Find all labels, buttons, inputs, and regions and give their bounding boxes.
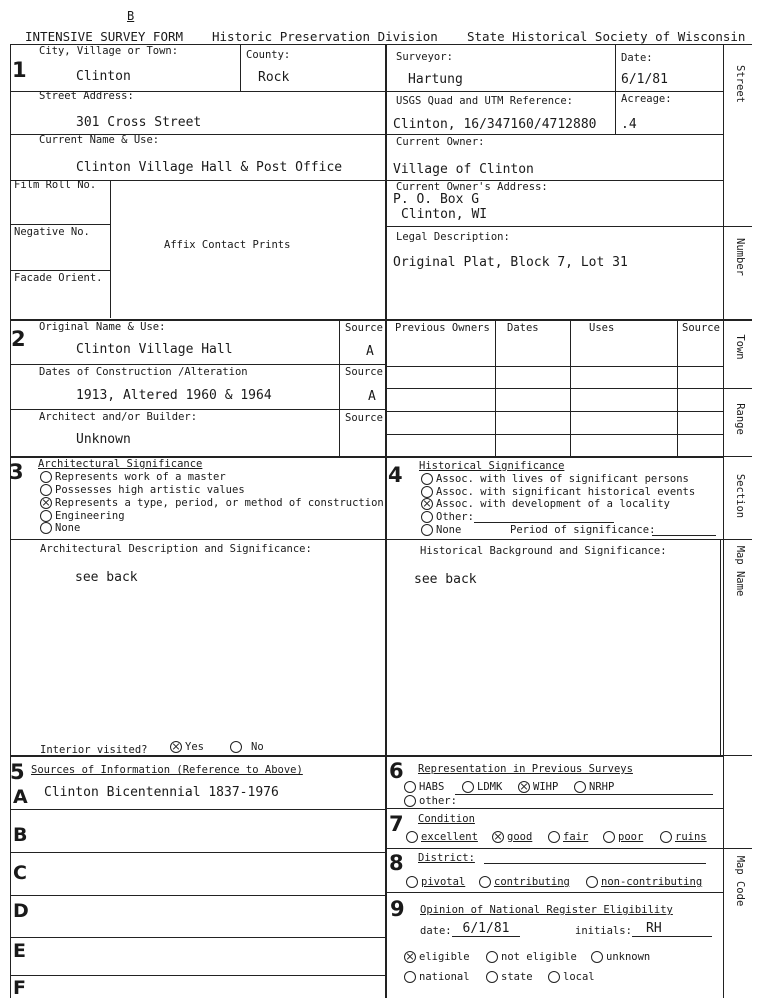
option-label: not eligible [501,951,577,963]
source-label-2: Source [345,366,383,378]
checked-checkbox-icon [518,781,530,793]
checkbox-icon [406,876,418,888]
source-letter-b: B [13,824,28,846]
street-label: Street Address: [39,90,134,102]
facade-label: Facade Orient. [14,272,103,284]
architect-label: Architect and/or Builder: [39,411,198,423]
option-label: Engineering [55,510,125,522]
source-letter-c: C [13,862,27,884]
owners-uses-header: Uses [589,322,615,334]
survey-option-wihp[interactable] [518,781,558,793]
society-name: State Historical Society of Wisconsin [467,29,746,44]
option-label: Represents a type, period, or method of construction [55,497,384,509]
option-label: LDMK [477,781,503,793]
side-label-map-code: Map Code [734,855,746,907]
option-label: ruins [675,831,707,843]
eligibility-option-state[interactable] [486,971,533,983]
checked-checkbox-icon [492,831,504,843]
acreage-label: Acreage: [621,93,672,105]
hist-option-events[interactable] [421,486,695,498]
section-number-8: 8 [389,851,404,875]
dates-label: Dates of Construction /Alteration [39,366,248,378]
arch-option-artistic[interactable] [40,484,245,496]
checkbox-icon [40,471,52,483]
option-label: unknown [606,951,651,963]
option-label: HABS [419,781,445,793]
negative-label: Negative No. [14,226,90,238]
period-label: Period of significance: [510,524,656,536]
checkbox-icon [548,831,560,843]
owner-address-line-2: Clinton, WI [401,207,488,222]
survey-option-habs[interactable] [404,781,444,793]
checkbox-icon [40,510,52,522]
survey-option-nrhp[interactable] [574,781,614,793]
source-a-value: Clinton Bicentennial 1837-1976 [44,785,279,800]
option-label: national [419,971,470,983]
county-label: County: [246,49,291,61]
arch-option-type[interactable] [40,497,384,509]
hist-background-value: see back [414,572,477,587]
survey-other-fill-line [455,794,713,795]
affix-prints-label: Affix Contact Prints [164,239,291,251]
checkbox-icon [486,951,498,963]
option-label: Other: [436,511,474,523]
checkbox-icon [421,473,433,485]
checkbox-icon [421,486,433,498]
district-option-contributing[interactable] [479,876,570,888]
district-fill-line [484,863,706,864]
dates-source: A [368,389,376,404]
date-label: Date: [621,52,653,64]
interior-visited-label: Interior visited? [40,744,148,756]
option-label: None [55,522,81,534]
option-label: Assoc. with development of a locality [436,498,670,510]
source-label-3: Source [345,412,383,424]
county-value: Rock [258,70,290,85]
district-option-pivotal[interactable] [406,876,465,888]
section-number-7: 7 [389,812,404,836]
checkbox-icon [660,831,672,843]
legal-label: Legal Description: [396,231,510,243]
owners-source-header: Source [682,322,720,334]
arch-description-value: see back [75,570,138,585]
surveys-title: Representation in Previous Surveys [418,763,633,775]
option-label: No [251,741,264,753]
checkbox-icon [406,831,418,843]
option-label: fair [563,831,589,843]
eligibility-title: Opinion of National Register Eligibility [420,904,673,916]
option-label: local [563,971,595,983]
option-label: Possesses high artistic values [55,484,245,496]
hist-significance-title: Historical Significance [419,460,565,472]
option-label: Represents work of a master [55,471,226,483]
district-option-non-contributing[interactable] [586,876,702,888]
eligibility-option-national[interactable] [404,971,470,983]
checkbox-icon [230,741,242,753]
form-title: INTENSIVE SURVEY FORM [25,29,184,44]
original-name-value: Clinton Village Hall [76,342,233,357]
eligibility-option-local[interactable] [548,971,595,983]
option-label: eligible [419,951,470,963]
option-label: WIHP [533,781,559,793]
owner-label: Current Owner: [396,136,485,148]
surveyor-label: Surveyor: [396,51,453,63]
checkbox-icon [404,781,416,793]
checkbox-icon [486,971,498,983]
side-label-street: Street [734,65,746,103]
section-number-6: 6 [389,759,404,783]
condition-title: Condition [418,813,475,825]
owner-address-label: Current Owner's Address: [396,181,548,193]
side-label-number: Number [734,238,746,276]
period-fill-line [652,535,716,536]
condition-option-ruins[interactable] [660,831,707,843]
option-label: state [501,971,533,983]
side-label-range: Range [734,403,746,435]
architect-value: Unknown [76,432,131,447]
checked-checkbox-icon [404,951,416,963]
checkbox-icon [421,511,433,523]
arch-option-master[interactable] [40,471,226,483]
condition-option-poor[interactable] [603,831,643,843]
dates-value: 1913, Altered 1960 & 1964 [76,388,272,403]
source-letter-d: D [13,900,29,922]
division-name: Historic Preservation Division [212,29,438,44]
section-number-5: 5 [10,760,25,784]
section-number-9: 9 [390,897,405,921]
checkbox-icon [462,781,474,793]
eligibility-initials-value: RH [632,921,712,937]
option-label: Assoc. with lives of significant persons [436,473,689,485]
option-label: pivotal [421,876,466,888]
original-name-source: A [366,344,374,359]
source-label-1: Source [345,322,383,334]
surveyor-value: Hartung [408,72,463,87]
copy-letter: B [127,9,135,23]
usgs-value: Clinton, 16/347160/4712880 [393,117,597,132]
legal-value: Original Plat, Block 7, Lot 31 [393,255,628,270]
sources-title: Sources of Information (Reference to Above) [31,764,303,776]
option-label: Yes [185,741,204,753]
owners-dates-header: Dates [507,322,539,334]
hist-option-persons[interactable] [421,473,689,485]
date-value: 6/1/81 [621,72,668,87]
previous-owners-header: Previous Owners [395,322,490,334]
owner-address-line-1: P. O. Box G [393,192,480,207]
checkbox-icon [404,795,416,807]
checkbox-icon [574,781,586,793]
eligibility-date-label: date: [420,925,452,937]
checkbox-icon [421,524,433,536]
option-label: other: [419,795,457,807]
side-label-section: Section [734,473,746,519]
checkbox-icon [591,951,603,963]
city-value: Clinton [76,69,131,84]
current-name-label: Current Name & Use: [39,134,160,146]
eligibility-date-value: 6/1/81 [452,921,520,937]
checkbox-icon [40,522,52,534]
hist-option-locality[interactable] [421,498,670,510]
interior-yes-option[interactable] [170,741,204,753]
hist-option-other[interactable] [421,511,614,523]
checkbox-icon [603,831,615,843]
eligibility-option-not-eligible[interactable] [486,951,577,963]
checkbox-icon [479,876,491,888]
option-label: good [507,831,533,843]
section-number-3: 3 [9,460,24,484]
current-name-value: Clinton Village Hall & Post Office [76,160,343,175]
other-fill-line [474,512,614,523]
city-label: City, Village or Town: [39,45,179,57]
checked-checkbox-icon [40,497,52,509]
survey-option-other[interactable] [404,795,457,807]
survey-option-ldmk[interactable] [462,781,502,793]
arch-description-label: Architectural Description and Significance: [40,543,312,555]
section-number-4: 4 [388,463,403,487]
arch-significance-title: Architectural Significance [38,458,203,470]
side-label-town: Town [734,334,746,360]
option-label: Assoc. with significant historical events [436,486,696,498]
checkbox-icon [40,484,52,496]
checked-checkbox-icon [170,741,182,753]
acreage-value: .4 [621,117,637,132]
hist-background-label: Historical Background and Significance: [420,545,667,557]
section-number-2: 2 [11,327,26,351]
option-label: excellent [421,831,478,843]
hist-option-none[interactable] [421,524,461,536]
option-label: contributing [494,876,570,888]
arch-option-none[interactable] [40,522,80,534]
condition-option-good[interactable] [492,831,532,843]
film-roll-label: Film Roll No. [14,179,97,191]
eligibility-initials-label: initials: [575,925,632,937]
source-letter-f: F [13,977,26,999]
checkbox-icon [404,971,416,983]
condition-option-fair[interactable] [548,831,588,843]
side-label-map-name: Map Name [734,545,746,597]
option-label: None [436,524,462,536]
eligibility-option-eligible[interactable] [404,951,470,963]
checkbox-icon [548,971,560,983]
street-value: 301 Cross Street [76,115,202,130]
usgs-label: USGS Quad and UTM Reference: [396,95,574,107]
source-letter-a: A [13,786,28,808]
interior-no-option[interactable] [230,741,264,753]
original-name-label: Original Name & Use: [39,321,166,333]
checkbox-icon [586,876,598,888]
district-title: District: [418,852,475,864]
source-letter-e: E [13,940,26,962]
option-label: non-contributing [601,876,703,888]
owner-value: Village of Clinton [393,162,534,177]
option-label: poor [618,831,644,843]
checked-checkbox-icon [421,498,433,510]
arch-option-engineering[interactable] [40,510,125,522]
section-number-1: 1 [12,58,27,82]
option-label: NRHP [589,781,615,793]
condition-option-excellent[interactable] [406,831,478,843]
eligibility-option-unknown[interactable] [591,951,650,963]
